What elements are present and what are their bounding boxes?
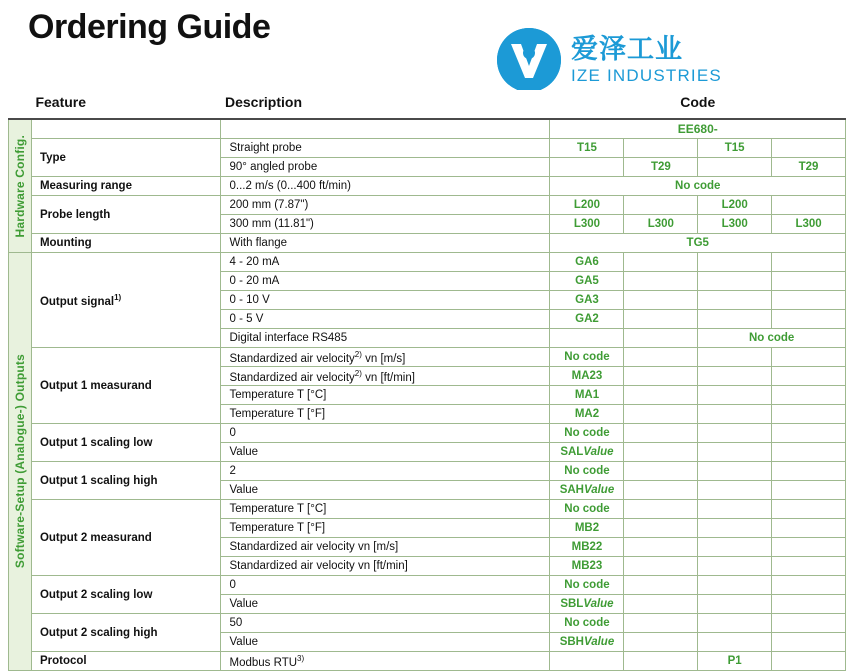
cell-desc-temp-f-1: Temperature T [°F]	[221, 405, 550, 424]
cell-code-ga2: GA2	[550, 310, 624, 329]
cell-code-ga3: GA3	[550, 291, 624, 310]
table-row-probe-length-200	[9, 196, 846, 215]
cell-desc-rs485: Digital interface RS485	[221, 329, 550, 348]
cell-code-empty	[698, 538, 772, 557]
cell-code-empty	[698, 424, 772, 443]
cell-feature-out1-measurand: Output 1 measurand	[31, 348, 221, 424]
cell-code-empty	[624, 595, 698, 614]
cell-code-range-nocode: No code	[550, 177, 846, 196]
cell-code-empty	[772, 557, 846, 576]
cell-feature-out1-scaling-low: Output 1 scaling low	[31, 424, 221, 462]
cell-code-sal-value: SALValue	[550, 443, 624, 462]
cell-code-empty	[772, 139, 846, 158]
cell-desc-temp-f-2: Temperature T [°F]	[221, 519, 550, 538]
company-logo	[497, 28, 722, 92]
cell-code-empty	[772, 424, 846, 443]
table-row-out1-scaling-low-0	[9, 424, 846, 443]
cell-code-empty	[772, 272, 846, 291]
cell-code-empty	[772, 253, 846, 272]
header-feature: Feature	[31, 90, 221, 119]
cell-code-t15-a: T15	[550, 139, 624, 158]
footnote-marker-2: 2)	[354, 368, 362, 378]
cell-code-empty	[698, 348, 772, 367]
cell-desc-fifty: 50	[221, 614, 550, 633]
cell-code-empty	[624, 481, 698, 500]
table-row-protocol	[9, 652, 846, 671]
cell-code-empty	[698, 367, 772, 386]
cell-code-tg5: TG5	[550, 234, 846, 253]
header-description: Description	[221, 90, 550, 119]
cell-code-prefix: EE680-	[550, 119, 846, 139]
cell-code-empty	[772, 462, 846, 481]
table-row-model-prefix	[9, 119, 846, 139]
cell-code-empty	[624, 519, 698, 538]
cell-code-empty	[772, 348, 846, 367]
cell-desc-value-2: Value	[221, 481, 550, 500]
cell-desc-4-20ma: 4 - 20 mA	[221, 253, 550, 272]
cell-code-empty	[624, 291, 698, 310]
section-label-hardware: Hardware Config.	[9, 119, 32, 253]
ordering-guide-table	[8, 90, 846, 671]
cell-code-out1-low-nocode: No code	[550, 424, 624, 443]
table-row-mounting	[9, 234, 846, 253]
cell-code-empty	[772, 614, 846, 633]
cell-feature-out1-scaling-high: Output 1 scaling high	[31, 462, 221, 500]
cell-code-out1-ms-nocode: No code	[550, 348, 624, 367]
cell-code-empty	[772, 576, 846, 595]
cell-code-empty	[624, 310, 698, 329]
cell-code-empty	[698, 291, 772, 310]
cell-code-out2-high-nocode: No code	[550, 614, 624, 633]
cell-code-empty	[624, 557, 698, 576]
cell-code-empty	[624, 614, 698, 633]
cell-code-mb22: MB22	[550, 538, 624, 557]
cell-code-mb23: MB23	[550, 557, 624, 576]
cell-feature-out2-scaling-high: Output 2 scaling high	[31, 614, 221, 652]
cell-feature-mounting: Mounting	[31, 234, 221, 253]
cell-code-empty	[698, 386, 772, 405]
table-row-out2-scaling-high-50	[9, 614, 846, 633]
cell-code-sbl-value: SBLValue	[550, 595, 624, 614]
cell-code-empty	[624, 538, 698, 557]
cell-desc-len200: 200 mm (7.87")	[221, 196, 550, 215]
cell-code-empty	[698, 595, 772, 614]
cell-desc-sav-vn-ftmin: Standardized air velocity vn [ft/min]	[221, 557, 550, 576]
cell-code-ma2: MA2	[550, 405, 624, 424]
table-row-output-signal-4-20ma	[9, 253, 846, 272]
cell-code-l200-b: L200	[698, 196, 772, 215]
cell-feature-output-signal: Output signal$^{1)}$	[31, 253, 221, 348]
cell-feature-blank	[31, 119, 221, 139]
cell-code-out2-low-nocode: No code	[550, 576, 624, 595]
logo-english-name: IZE INDUSTRIES	[571, 65, 722, 85]
cell-code-empty	[772, 500, 846, 519]
cell-code-l300-a: L300	[550, 215, 624, 234]
ize-logo-icon	[497, 28, 561, 92]
cell-desc-0-5v: 0 - 5 V	[221, 310, 550, 329]
cell-code-out1-high-nocode: No code	[550, 462, 624, 481]
cell-code-empty	[624, 139, 698, 158]
cell-code-t29-b: T29	[772, 158, 846, 177]
cell-code-empty	[772, 481, 846, 500]
cell-code-ma1: MA1	[550, 386, 624, 405]
cell-feature-probe-length: Probe length	[31, 196, 221, 234]
cell-code-empty	[624, 500, 698, 519]
cell-desc-zero-1: 0	[221, 424, 550, 443]
cell-code-l300-c: L300	[698, 215, 772, 234]
cell-feature-type: Type	[31, 139, 221, 177]
cell-desc-sav-vn-ms: Standardized air velocity vn [m/s]	[221, 538, 550, 557]
header-code: Code	[550, 90, 846, 119]
cell-code-l300-d: L300	[772, 215, 846, 234]
cell-code-empty	[698, 158, 772, 177]
cell-code-empty	[624, 405, 698, 424]
cell-code-empty	[698, 557, 772, 576]
cell-desc-value-1: Value	[221, 443, 550, 462]
cell-feature-protocol: Protocol	[31, 652, 221, 671]
cell-code-empty	[624, 272, 698, 291]
cell-code-t15-b: T15	[698, 139, 772, 158]
cell-desc-straight-probe: Straight probe	[221, 139, 550, 158]
cell-desc-len300: 300 mm (11.81")	[221, 215, 550, 234]
cell-desc-sav-ms: Standardized air velocity$^{2)}$ vn [m/s]	[221, 348, 550, 367]
cell-code-out2-tc-nocode: No code	[550, 500, 624, 519]
cell-code-ma23: MA23	[550, 367, 624, 386]
cell-desc-zero-2: 0	[221, 576, 550, 595]
cell-code-empty	[698, 481, 772, 500]
cell-desc-two: 2	[221, 462, 550, 481]
cell-code-empty	[772, 367, 846, 386]
cell-code-l200-a: L200	[550, 196, 624, 215]
cell-code-empty	[772, 519, 846, 538]
cell-code-empty	[698, 576, 772, 595]
cell-code-empty	[624, 443, 698, 462]
cell-code-empty	[624, 462, 698, 481]
logo-chinese-name: 爱泽工业	[571, 34, 683, 65]
cell-code-empty	[698, 462, 772, 481]
table-row-measuring-range	[9, 177, 846, 196]
table-row-out2-measurand-tc	[9, 500, 846, 519]
cell-code-empty	[772, 310, 846, 329]
cell-code-empty	[772, 595, 846, 614]
cell-code-empty	[772, 291, 846, 310]
cell-code-empty	[624, 652, 698, 671]
cell-code-empty	[624, 348, 698, 367]
cell-feature-out2-measurand: Output 2 measurand	[31, 500, 221, 576]
cell-desc-temp-c-1: Temperature T [°C]	[221, 386, 550, 405]
cell-code-sah-value: SAHValue	[550, 481, 624, 500]
cell-desc-angled-probe: 90° angled probe	[221, 158, 550, 177]
section-label-software: Software-Setup (Analogue-) Outputs	[9, 253, 32, 671]
cell-code-empty	[698, 310, 772, 329]
cell-desc-modbus: Modbus RTU$^{3)}$	[221, 652, 550, 671]
cell-desc-value-4: Value	[221, 633, 550, 652]
cell-feature-measuring-range: Measuring range	[31, 177, 221, 196]
cell-code-empty	[624, 196, 698, 215]
cell-desc-0-10v: 0 - 10 V	[221, 291, 550, 310]
cell-code-empty	[772, 196, 846, 215]
page-title: Ordering Guide	[28, 8, 271, 46]
cell-code-empty	[624, 386, 698, 405]
cell-code-empty	[624, 367, 698, 386]
cell-desc-value-3: Value	[221, 595, 550, 614]
cell-code-empty	[698, 614, 772, 633]
cell-desc-sav-ftmin: Standardized air velocity$^{2)}$ vn [ft/min]	[221, 367, 550, 386]
table-row-type-straight	[9, 139, 846, 158]
cell-code-empty	[698, 443, 772, 462]
cell-code-empty	[772, 386, 846, 405]
cell-code-ga6: GA6	[550, 253, 624, 272]
cell-code-empty	[772, 538, 846, 557]
cell-code-empty	[698, 500, 772, 519]
table-header-row	[9, 90, 846, 119]
table-row-out1-scaling-high-2	[9, 462, 846, 481]
cell-desc-flange: With flange	[221, 234, 550, 253]
footnote-marker-2: 2)	[354, 349, 362, 359]
cell-code-t29-a: T29	[624, 158, 698, 177]
cell-code-empty	[698, 253, 772, 272]
cell-code-empty	[698, 405, 772, 424]
cell-feature-out2-scaling-low: Output 2 scaling low	[31, 576, 221, 614]
cell-desc-blank	[221, 119, 550, 139]
table-row-out1-measurand-ms	[9, 348, 846, 367]
cell-code-p1: P1	[698, 652, 772, 671]
cell-code-empty	[624, 576, 698, 595]
cell-code-empty	[624, 633, 698, 652]
cell-code-empty	[624, 424, 698, 443]
cell-code-l300-b: L300	[624, 215, 698, 234]
cell-code-empty	[550, 329, 624, 348]
cell-code-empty	[772, 443, 846, 462]
cell-code-empty	[698, 272, 772, 291]
cell-code-empty	[624, 329, 698, 348]
footnote-marker-1: 1)	[114, 292, 122, 302]
cell-code-empty	[550, 652, 624, 671]
cell-code-empty	[772, 633, 846, 652]
cell-code-sbh-value: SBHValue	[550, 633, 624, 652]
cell-code-rs485-nocode: No code	[698, 329, 846, 348]
cell-code-mb2: MB2	[550, 519, 624, 538]
header-spacer	[9, 90, 32, 119]
cell-desc-range: 0...2 m/s (0...400 ft/min)	[221, 177, 550, 196]
cell-code-empty	[550, 158, 624, 177]
footnote-marker-3: 3)	[297, 653, 305, 663]
cell-code-ga5: GA5	[550, 272, 624, 291]
cell-code-empty	[772, 652, 846, 671]
cell-desc-0-20ma: 0 - 20 mA	[221, 272, 550, 291]
cell-code-empty	[772, 405, 846, 424]
cell-code-empty	[624, 253, 698, 272]
cell-desc-temp-c-2: Temperature T [°C]	[221, 500, 550, 519]
cell-code-empty	[698, 633, 772, 652]
table-row-out2-scaling-low-0	[9, 576, 846, 595]
cell-code-empty	[698, 519, 772, 538]
